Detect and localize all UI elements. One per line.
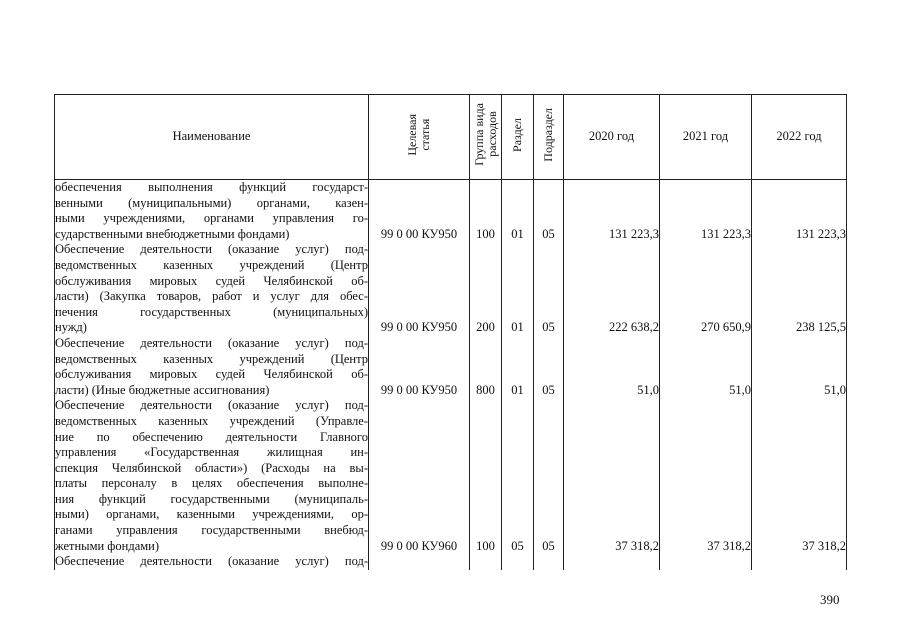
row-value-2022 (752, 554, 847, 570)
row-name-line: обслуживания мировых судей Челябинской об- (55, 273, 368, 288)
row-target-code: 99 0 00 КУ950 (369, 336, 470, 398)
row-section: 01 (502, 336, 534, 398)
row-name-line: Обеспечение деятельности (оказание услуг) под- (55, 554, 368, 569)
row-subsection: 05 (534, 398, 564, 554)
row-name-line: венными (муниципальными) органами, казен- (55, 195, 368, 210)
table-body (55, 180, 847, 570)
row-name-line: Обеспечение деятельности (оказание услуг) под- (55, 335, 368, 350)
row-target-code (369, 554, 470, 570)
row-expense-group: 100 (470, 398, 502, 554)
row-value-2022: 51,0 (752, 336, 847, 398)
header-name: Наименование (55, 95, 369, 180)
table-header-row (55, 95, 847, 180)
table-row (55, 554, 847, 570)
row-value-2020 (564, 554, 660, 570)
row-value-2021 (660, 554, 752, 570)
row-value-2021: 270 650,9 (660, 242, 752, 336)
row-expense-group (470, 554, 502, 570)
row-name (55, 242, 369, 336)
row-name-line: ведомственных казенных учреждений (Управле- (55, 413, 368, 428)
row-name-line: Обеспечение деятельности (оказание услуг) под- (55, 242, 368, 257)
row-subsection: 05 (534, 180, 564, 243)
row-name-line: Обеспечение деятельности (оказание услуг) под- (55, 398, 368, 413)
row-name (55, 180, 369, 243)
row-name-line: сударственными внебюджетными фондами) (55, 226, 290, 241)
header-year-2022: 2022 год (752, 95, 847, 180)
header-section: Раздел (502, 95, 534, 180)
row-section (502, 554, 534, 570)
table-row (55, 398, 847, 554)
row-name-line: ние по обеспечению деятельности Главного (55, 429, 368, 444)
row-value-2022: 37 318,2 (752, 398, 847, 554)
row-name-line: обеспечения выполнения функций государст- (55, 180, 368, 194)
row-name-line: ведомственных казенных учреждений (Центр (55, 257, 368, 272)
row-subsection: 05 (534, 242, 564, 336)
header-year-2021: 2021 год (660, 95, 752, 180)
row-name (55, 336, 369, 398)
header-subsection: Подраздел (534, 95, 564, 180)
row-name (55, 398, 369, 554)
row-value-2021: 131 223,3 (660, 180, 752, 243)
row-name-line: ласти) (Закупка товаров, работ и услуг для обес- (55, 289, 368, 304)
row-value-2020: 51,0 (564, 336, 660, 398)
header-year-2020: 2020 год (564, 95, 660, 180)
row-name-line: ными учреждениями, органами управления го- (55, 211, 368, 226)
row-name-line: ведомственных казенных учреждений (Центр (55, 351, 368, 366)
row-name-line: управления «Государственная жилищная ин- (55, 445, 368, 460)
row-name-line: ными) органами, казенными учреждениями, ор- (55, 507, 368, 522)
row-expense-group: 200 (470, 242, 502, 336)
row-value-2020: 222 638,2 (564, 242, 660, 336)
row-name-line: печения государственных (муниципальных) (55, 304, 368, 319)
row-name-line: нужд) (55, 320, 87, 335)
row-subsection: 05 (534, 336, 564, 398)
row-value-2021: 37 318,2 (660, 398, 752, 554)
row-value-2022: 131 223,3 (752, 180, 847, 243)
row-section: 01 (502, 242, 534, 336)
row-section: 01 (502, 180, 534, 243)
row-name-line: жетными фондами) (55, 538, 160, 553)
budget-table (54, 94, 847, 570)
row-name (55, 554, 369, 570)
row-name-line: обслуживания мировых судей Челябинской об- (55, 367, 368, 382)
row-value-2021: 51,0 (660, 336, 752, 398)
table-row (55, 180, 847, 243)
row-subsection (534, 554, 564, 570)
row-value-2022: 238 125,5 (752, 242, 847, 336)
row-name-line: платы персоналу в целях обеспечения выполне- (55, 476, 368, 491)
table-row (55, 242, 847, 336)
row-expense-group: 800 (470, 336, 502, 398)
row-value-2020: 37 318,2 (564, 398, 660, 554)
row-expense-group: 100 (470, 180, 502, 243)
row-target-code: 99 0 00 КУ950 (369, 242, 470, 336)
header-expense-group: Группа вида расходов (470, 95, 502, 180)
row-name-line: спекция Челябинской области») (Расходы на вы- (55, 460, 368, 475)
row-name-line: ганами управления государственными внебюд- (55, 523, 368, 538)
row-name-line: ния функций государственными (муниципаль- (55, 491, 368, 506)
row-target-code: 99 0 00 КУ960 (369, 398, 470, 554)
header-target-article: Целевая статья (369, 95, 470, 180)
row-value-2020: 131 223,3 (564, 180, 660, 243)
row-target-code: 99 0 00 КУ950 (369, 180, 470, 243)
table-row (55, 336, 847, 398)
row-name-line: ласти) (Иные бюджетные ассигнования) (55, 382, 270, 397)
row-section: 05 (502, 398, 534, 554)
page-number: 390 (820, 592, 840, 607)
